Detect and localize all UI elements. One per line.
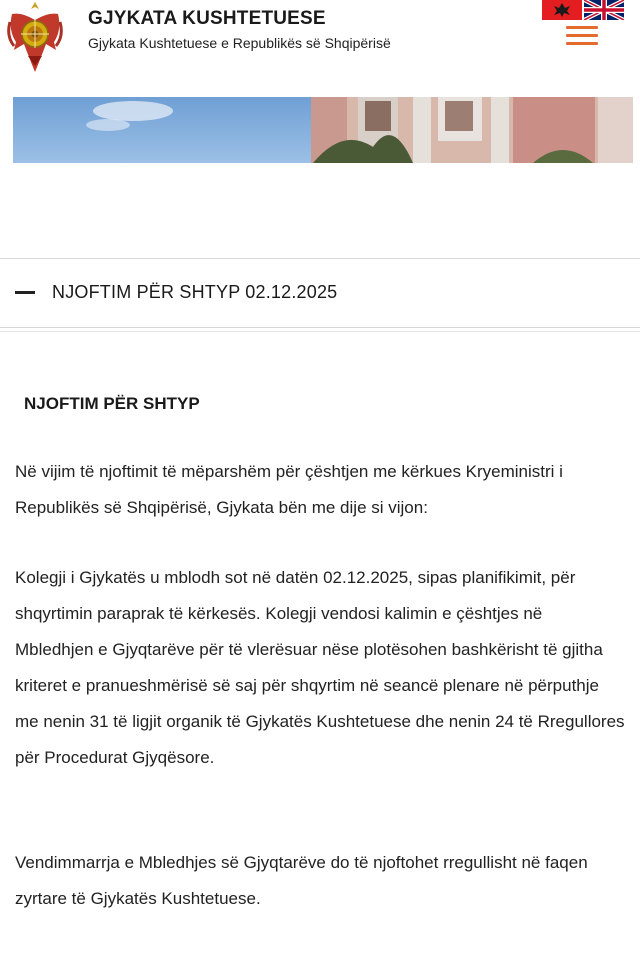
paragraph: Në vijim të njoftimit të mëparshëm për çështjen me kërkues Kryeministri i Republikës së Shqipërisë, Gjykata bën me dije si vijon: [15,462,563,517]
press-release-heading: NJOFTIM PËR SHTYP [24,394,200,413]
minus-icon[interactable] [15,291,35,294]
accordion-title[interactable]: NJOFTIM PËR SHTYP 02.12.2025 [52,282,338,302]
paragraph: Kolegji i Gjykatës u mblodh sot në datën 02.12.2025, sipas planifikimit, për shqyrtimin paraprak të kërkesës. Kolegji vendosi kalimin e çështjes në Mbledhjen e Gjyqtarëve për të vlerësuar nëse plotësohen bashkërisht të gjitha kriteret e pranueshmërisë së saj për shqyrtim në seancë plenare në përputhje me nenin 31 të ligjit organik të Gjykatës Kushtetuese dhe nenin 24 të Rregullores për Procedurat Gjyqësore. [15,568,625,767]
hamburger-menu-icon[interactable] [566,26,600,46]
header-banner-image [13,97,633,163]
site-title[interactable]: GJYKATA KUSHTETUESE [88,8,326,29]
court-emblem-icon[interactable] [6,0,64,74]
press-release-accordion-toggle[interactable] [0,259,640,327]
divider [0,331,640,332]
site-subtitle: Gjykata Kushtetuese e Republikës së Shqipërisë [88,35,391,51]
uk-flag-icon[interactable] [584,0,624,20]
paragraph: Vendimmarrja e Mbledhjes së Gjyqtarëve do të njoftohet rregullisht në faqen zyrtare të Gjykatës Kushtetuese. [15,853,588,908]
divider [0,327,640,328]
site-header [0,0,640,96]
albania-flag-icon[interactable] [542,0,582,20]
